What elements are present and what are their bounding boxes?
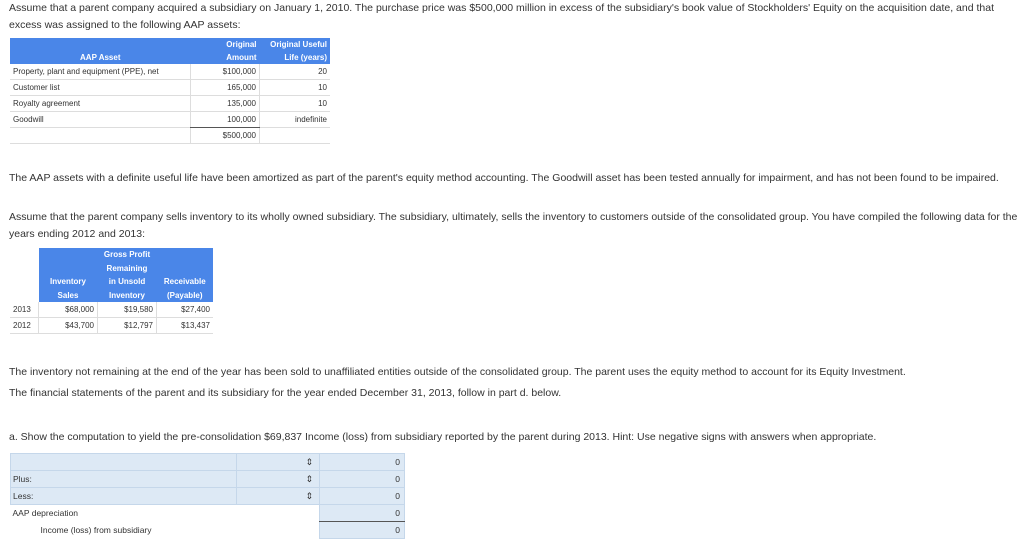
answer-grid xyxy=(10,453,405,539)
question-a: a. Show the computation to yield the pre-consolidation $69,837 Income (loss) from subsidiary reported by the parent during 2013. Hint: Use negative signs with answers when appropriate. xyxy=(9,431,877,443)
up-down-arrows-icon: ⇕ xyxy=(305,491,313,501)
inv-gp-cell: $19,580 xyxy=(98,302,157,318)
aap-amount-cell: $100,000 xyxy=(191,64,260,80)
inv-header-sales: Inventory Sales xyxy=(39,248,98,302)
aap-life-cell: 20 xyxy=(260,64,331,80)
answer-row xyxy=(11,454,405,471)
aap-life-cell: 10 xyxy=(260,96,331,112)
inv-sales-cell: $43,700 xyxy=(39,318,98,334)
answer-label-input[interactable] xyxy=(11,454,237,471)
inv-header-gross-profit: Gross Profit Remaining in Unsold Inventory xyxy=(98,248,157,302)
answer-row xyxy=(11,522,405,539)
inv-rec-cell: $27,400 xyxy=(157,302,214,318)
aap-header-amount-2: Amount xyxy=(191,51,260,64)
answer-value-input[interactable]: 0 xyxy=(320,454,405,471)
aap-header-asset: AAP Asset xyxy=(10,38,191,64)
aap-asset-cell: Royalty agreement xyxy=(10,96,191,112)
table-row xyxy=(10,302,213,318)
aap-header-amount: Original xyxy=(191,38,260,51)
inventory-table xyxy=(10,248,213,334)
inventory-sold-paragraph: The inventory not remaining at the end of the year has been sold to unaffiliated entities outside of the consolidated group. The parent uses the equity method to account for its Equity Investment. xyxy=(9,366,906,378)
aap-total-row xyxy=(10,128,330,144)
answer-select-dropdown[interactable] xyxy=(237,454,320,471)
aap-amount-cell: 135,000 xyxy=(191,96,260,112)
aap-asset-cell: Goodwill xyxy=(10,112,191,128)
table-row xyxy=(10,112,330,128)
intro-paragraph: Assume that a parent company acquired a subsidiary on January 1, 2010. The purchase price was $500,000 million in excess of the subsidiary's book value of Stockholders' Equity on the acquisition date, and that excess was assigned to the following AAP assets: xyxy=(9,2,994,31)
amortization-paragraph: The AAP assets with a definite useful life have been amortized as part of the parent's equity method accounting. The Goodwill asset has been tested annually for impairment, and has not been found to be impaired. xyxy=(9,172,999,184)
answer-value-input[interactable]: 0 xyxy=(320,505,405,522)
answer-label-less: Less: xyxy=(11,488,237,505)
table-row xyxy=(10,318,213,334)
aap-header-life: Original Useful xyxy=(260,38,331,51)
inv-gp-cell: $12,797 xyxy=(98,318,157,334)
up-down-arrows-icon: ⇕ xyxy=(305,474,313,484)
answer-row xyxy=(11,471,405,488)
answer-row xyxy=(11,505,405,522)
inventory-intro-paragraph: Assume that the parent company sells inventory to its wholly owned subsidiary. The subsidiary, ultimately, sells the inventory to customers outside of the consolidated group. You have compiled the following data for the years ending 2012 and 2013: xyxy=(9,211,1018,240)
aap-asset-cell: Customer list xyxy=(10,80,191,96)
answer-value-input[interactable]: 0 xyxy=(320,488,405,505)
inv-header-receivable: Receivable (Payable) xyxy=(157,248,214,302)
table-row xyxy=(10,80,330,96)
aap-life-cell: 10 xyxy=(260,80,331,96)
inv-year-cell: 2013 xyxy=(10,302,39,318)
aap-total-cell: $500,000 xyxy=(191,128,260,144)
table-row xyxy=(10,96,330,112)
inv-sales-cell: $68,000 xyxy=(39,302,98,318)
table-row xyxy=(10,64,330,80)
answer-value-input[interactable]: 0 xyxy=(320,522,405,539)
up-down-arrows-icon: ⇕ xyxy=(305,457,313,467)
inv-rec-cell: $13,437 xyxy=(157,318,214,334)
answer-label-aap-depreciation: AAP depreciation xyxy=(11,505,237,522)
inv-year-cell: 2012 xyxy=(10,318,39,334)
aap-life-cell: indefinite xyxy=(260,112,331,128)
aap-amount-cell: 165,000 xyxy=(191,80,260,96)
answer-select-dropdown[interactable] xyxy=(237,471,320,488)
financial-statements-paragraph: The financial statements of the parent and its subsidiary for the year ended December 31, 2013, follow in part d. below. xyxy=(9,387,562,399)
answer-value-input[interactable]: 0 xyxy=(320,471,405,488)
answer-select-dropdown[interactable] xyxy=(237,488,320,505)
aap-asset-cell: Property, plant and equipment (PPE), net xyxy=(10,64,191,80)
aap-assets-table xyxy=(10,38,330,144)
answer-label-income: Income (loss) from subsidiary xyxy=(11,522,237,539)
answer-row xyxy=(11,488,405,505)
answer-label-plus: Plus: xyxy=(11,471,237,488)
aap-header-life-2: Life (years) xyxy=(260,51,331,64)
aap-amount-cell: 100,000 xyxy=(191,112,260,128)
